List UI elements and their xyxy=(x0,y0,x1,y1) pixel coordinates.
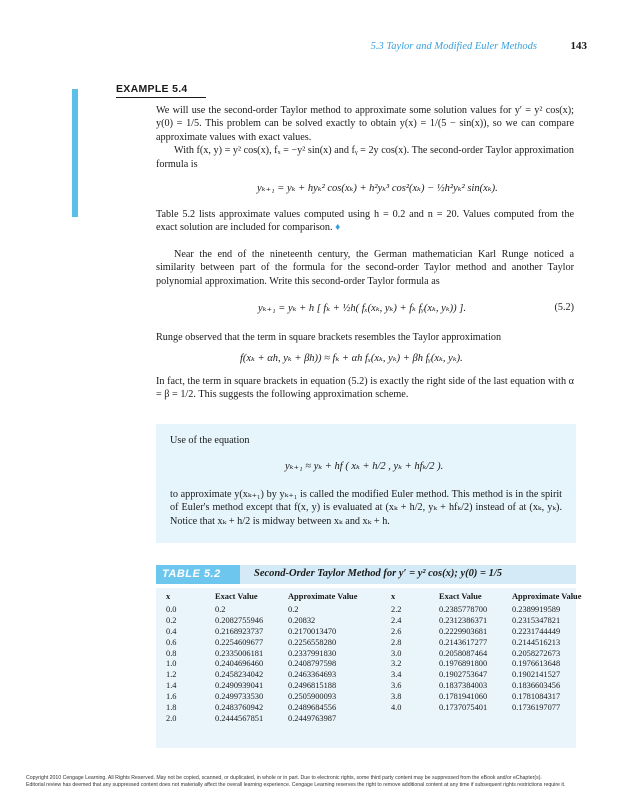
table-cell: 0.1736197077 xyxy=(512,702,561,712)
col-header: x xyxy=(166,591,171,601)
table-cell: 0.2499733530 xyxy=(215,692,264,702)
box-intro: Use of the equation xyxy=(170,435,250,446)
body-paragraph-5 xyxy=(156,331,574,344)
table-cell: 0.6 xyxy=(166,637,177,647)
table-cell: 0.2256558280 xyxy=(288,637,337,647)
table-cell: 0.2231744449 xyxy=(512,626,561,636)
table-cell: 3.2 xyxy=(391,659,402,669)
taylor-equation: yₖ₊₁ = yₖ + hyₖ² cos(xₖ) + h²yₖ³ cos²(xₖ) − ½h²yₖ² sin(xₖ). xyxy=(257,183,498,194)
table-cell: 0.2496815188 xyxy=(288,681,337,691)
example-label: EXAMPLE 5.4 xyxy=(116,83,188,95)
col-header: Exact Value xyxy=(439,591,482,601)
table-cell: 0.1976891800 xyxy=(439,659,488,669)
table-cell: 0.2458234042 xyxy=(215,670,264,680)
table-cell: 3.4 xyxy=(391,670,402,680)
modified-euler-equation: yₖ₊₁ ≈ yₖ + hf ( xₖ + h/2 , yₖ + hfₖ/2 ). xyxy=(285,461,444,472)
table-body xyxy=(166,604,592,724)
table-row xyxy=(166,680,592,691)
table-cell: 0.2082755946 xyxy=(215,615,264,625)
table-cell: 0.2315347821 xyxy=(512,615,561,625)
table-cell: 0.2144516213 xyxy=(512,637,561,647)
table-cell: 0.1976613648 xyxy=(512,659,561,669)
table-cell: 3.6 xyxy=(391,681,402,691)
table-cell: 0.20832 xyxy=(288,615,316,625)
example-rule xyxy=(116,97,206,98)
table-cell: 0.2058272673 xyxy=(512,648,561,658)
table-row xyxy=(166,626,592,637)
running-head: 5.3 Taylor and Modified Euler Methods xyxy=(370,41,537,52)
table-cell: 0.1902753647 xyxy=(439,670,488,680)
table-cell: 0.1781941060 xyxy=(439,692,488,702)
table-row xyxy=(166,658,592,669)
table-cell: 0.2483760942 xyxy=(215,702,264,712)
table-cell: 3.8 xyxy=(391,692,402,702)
table-cell: 1.4 xyxy=(166,681,177,691)
table-cell: 0.2404696460 xyxy=(215,659,264,669)
table-cell: 0.2312386371 xyxy=(439,615,488,625)
footer-line-2: Editorial review has deemed that any suppressed content does not materially affect the overall learning experience. Cengage Learning reserves the right to remove additional content at any time if subsequent rights restrictions require it. xyxy=(26,781,566,788)
table-cell: 2.8 xyxy=(391,637,402,647)
table-cell: 0.2168923737 xyxy=(215,626,264,636)
table-header-row xyxy=(166,588,592,604)
col-header: x xyxy=(391,591,396,601)
box-text: to approximate y(xₖ₊₁) by yₖ₊₁ is called the modified Euler method. This method is in the spirit of Euler's method except that f(x, y) is evaluated at (xₖ + h/2, yₖ + hfₖ/2) instead of at (xₖ, yₖ). Notice that xₖ + h/2 is midway between xₖ and xₖ + h. xyxy=(170,489,562,527)
table-cell xyxy=(512,713,592,724)
body-p5: Runge observed that the term in square brackets resembles the Taylor approximation xyxy=(156,332,502,343)
table-title: Second-Order Taylor Method for y′ = y² cos(x); y(0) = 1/5 xyxy=(254,568,503,579)
col-header: Approximate Value xyxy=(512,591,582,601)
table-cell: 0.2408797598 xyxy=(288,659,337,669)
table-cell: 3.0 xyxy=(391,648,402,658)
table-cell: 1.6 xyxy=(166,692,177,702)
example-p3: Table 5.2 lists approximate values computed using h = 0.2 and n = 20. Values computed from the exact solution are included for comparison. xyxy=(156,209,574,234)
table-cell: 0.1902141527 xyxy=(512,670,561,680)
table-row xyxy=(166,648,592,659)
formula-5-2: yₖ₊₁ = yₖ + h [ fₖ + ½h( fₓ(xₖ, yₖ) + fₖ fᵧ(xₖ, yₖ)) ]. xyxy=(258,303,466,314)
results-table xyxy=(166,588,592,724)
table-cell: 1.8 xyxy=(166,702,177,712)
table-cell: 0.1737075401 xyxy=(439,702,488,712)
table-cell: 2.0 xyxy=(166,713,177,723)
table-row xyxy=(166,691,592,702)
table-cell: 0.2254609677 xyxy=(215,637,264,647)
table-cell: 0.2170013470 xyxy=(288,626,337,636)
body-p6: In fact, the term in square brackets in equation (5.2) is exactly the right side of the last equation with α = β = 1/2. This suggests the following approximation scheme. xyxy=(156,376,574,401)
body-p4: Near the end of the nineteenth century, the German mathematician Karl Runge noticed a similarity between part of the formula for the second-order Taylor method and another Taylor polynomial approximation. Write this second-order Taylor formula as xyxy=(156,249,574,287)
table-row xyxy=(166,637,592,648)
table-cell: 2.2 xyxy=(391,604,402,614)
table-cell xyxy=(391,713,439,724)
table-cell: 2.4 xyxy=(391,615,402,625)
body-paragraph-4 xyxy=(156,248,574,288)
body-paragraph-6 xyxy=(156,375,574,402)
table-cell: 0.2505900093 xyxy=(288,692,337,702)
table-cell: 0.1781084317 xyxy=(512,692,561,702)
table-cell: 1.0 xyxy=(166,659,177,669)
table-row xyxy=(166,669,592,680)
table-cell: 0.0 xyxy=(166,604,177,614)
table-cell: 0.2489684556 xyxy=(288,702,337,712)
table-badge: TABLE 5.2 xyxy=(156,565,240,584)
table-cell: 0.2389919589 xyxy=(512,604,561,614)
table-cell xyxy=(439,713,512,724)
taylor-approx-equation: f(xₖ + αh, yₖ + βh)) ≈ fₖ + αh fₓ(xₖ, yₖ) + βh fᵧ(xₖ, yₖ). xyxy=(240,353,463,364)
table-row xyxy=(166,713,592,724)
table-cell: 0.2444567851 xyxy=(215,713,264,723)
table-cell: 0.2335006181 xyxy=(215,648,264,658)
page-number: 143 xyxy=(570,40,587,52)
table-cell: 1.2 xyxy=(166,670,177,680)
equation-number: (5.2) xyxy=(554,302,574,313)
table-cell: 0.2337991830 xyxy=(288,648,337,658)
table-row xyxy=(166,604,592,615)
example-paragraph-1 xyxy=(156,104,574,171)
table-cell: 0.1836603456 xyxy=(512,681,561,691)
copyright-footer xyxy=(26,775,606,788)
end-of-example-icon: ♦ xyxy=(335,222,341,234)
table-cell: 0.2143617277 xyxy=(439,637,488,647)
table-cell: 0.2490939041 xyxy=(215,681,264,691)
table-cell: 0.2 xyxy=(166,615,177,625)
table-row xyxy=(166,702,592,713)
example-paragraph-3 xyxy=(156,208,574,235)
table-cell: 0.2 xyxy=(288,604,299,614)
table-cell: 0.2385778700 xyxy=(439,604,488,614)
table-row xyxy=(166,615,592,626)
table-cell: 0.2463364693 xyxy=(288,670,337,680)
example-sidebar xyxy=(72,89,78,217)
table-cell: 4.0 xyxy=(391,702,402,712)
table-cell: 0.2449763987 xyxy=(288,713,337,723)
col-header: Exact Value xyxy=(215,591,258,601)
col-header: Approximate Value xyxy=(288,591,358,601)
table-cell: 0.8 xyxy=(166,648,177,658)
table-cell: 2.6 xyxy=(391,626,402,636)
example-p1: We will use the second-order Taylor method to approximate some solution values for y′ = y² cos(x); y(0) = 1/5. This problem can be solved exactly to obtain y(x) = 1/(5 − sin(x)), so we can compare approximate values with exact values. xyxy=(156,105,574,143)
footer-line-1: Copyright 2010 Cengage Learning. All Rights Reserved. May not be copied, scanned, or duplicated, in whole or in part. Due to electronic rights, some third party content may be suppressed from the eBook and/or eChapter(s). xyxy=(26,775,542,781)
table-cell: 0.1837384003 xyxy=(439,681,488,691)
table-cell: 0.2229903681 xyxy=(439,626,488,636)
table-cell: 0.2058087464 xyxy=(439,648,488,658)
table-cell: 0.2 xyxy=(215,604,226,614)
example-p2: With f(x, y) = y² cos(x), fₓ = −y² sin(x) and fᵧ = 2y cos(x). The second-order Taylor approximation formula is xyxy=(156,145,574,170)
table-cell: 0.4 xyxy=(166,626,177,636)
